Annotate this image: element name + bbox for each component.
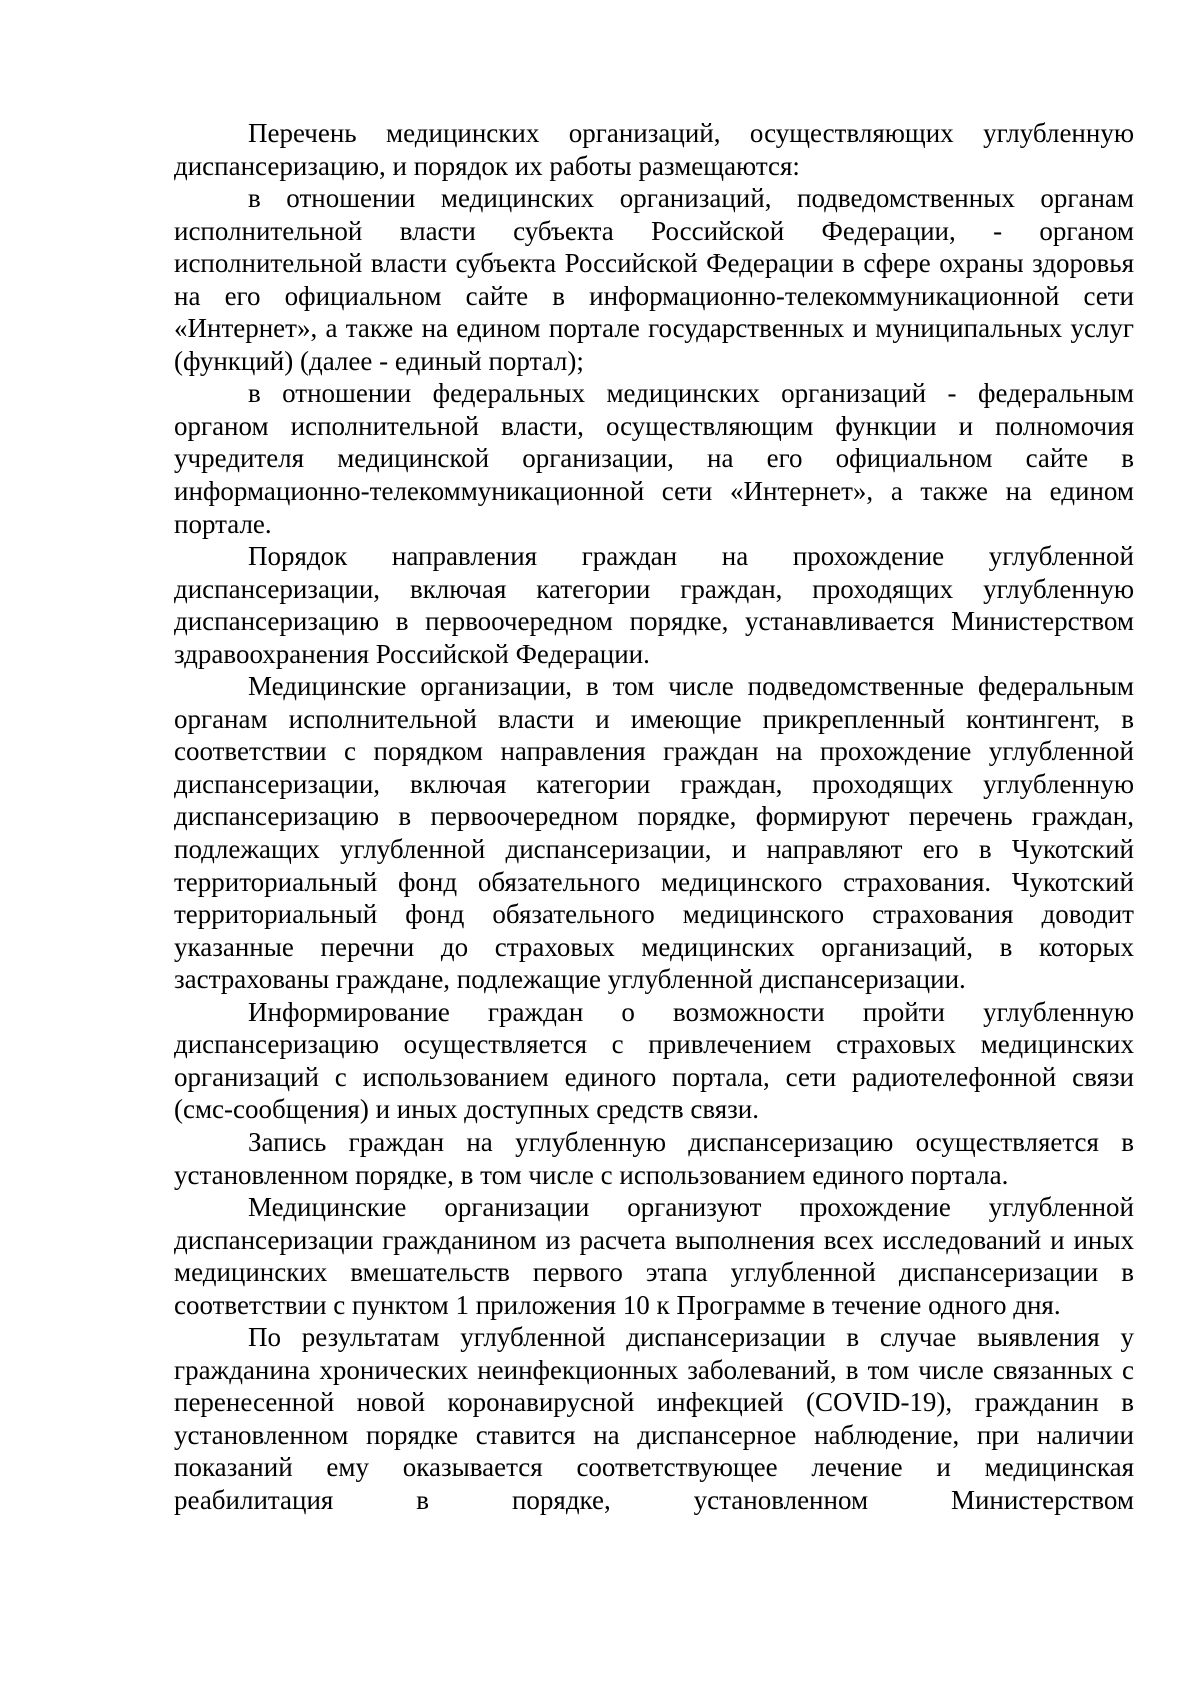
paragraph-citizen-lists: Медицинские организации, в том числе подведомственные федеральным органам исполнительной власти и имеющие прикрепленный контингент, в соответствии с порядком направления граждан на прохождение углубленной диспансеризации, включая категории граждан, проходящих углубленную диспансеризацию в первоочередном порядке, формируют перечень граждан, подлежащих углубленной диспансеризации, и направляют его в Чукотский территориальный фонд обязательного медицинского страхования. Чукотский территориальный фонд обязательного медицинского страхования доводит указанные перечни до страховых медицинских организаций, в которых застрахованы граждане, подлежащие углубленной диспансеризации.	[174, 671, 1134, 995]
document-body	[174, 117, 1134, 1517]
paragraph-informing-citizens: Информирование граждан о возможности пройти углубленную диспансеризацию осуществляется с привлечением страховых медицинских организаций с использованием единого портала, сети радиотелефонной связи (смс-сообщения) и иных доступных средств связи.	[174, 996, 1134, 1125]
paragraph-registration: Запись граждан на углубленную диспансеризацию осуществляется в установленном порядке, в том числе с использованием единого портала.	[174, 1126, 1134, 1190]
paragraph-federal-organizations: в отношении федеральных медицинских организаций - федеральным органом исполнительной власти, осуществляющим функции и полномочия учредителя медицинской организации, на его официальном сайте в информационно-телекоммуникационной сети «Интернет», а также на едином портале.	[174, 378, 1134, 539]
paragraph-one-day-examination: Медицинские организации организуют прохождение углубленной диспансеризации гражданином из расчета выполнения всех исследований и иных медицинских вмешательств первого этапа углубленной диспансеризации в соответствии с пунктом 1 приложения 10 к Программе в течение одного дня.	[174, 1192, 1134, 1320]
paragraph-dispensary-observation: По результатам углубленной диспансеризации в случае выявления у гражданина хронических неинфекционных заболеваний, в том числе связанных с перенесенной новой коронавирусной инфекцией (COVID-19), гражданин в установленном порядке ставится на диспансерное наблюдение, при наличии показаний ему оказывается соответствующее лечение и медицинская реабилитация в порядке, установленном Министерством	[174, 1322, 1134, 1515]
paragraph-organizations-list: Перечень медицинских организаций, осуществляющих углубленную диспансеризацию, и порядок их работы размещаются:	[174, 118, 1134, 181]
paragraph-referral-procedure: Порядок направления граждан на прохождение углубленной диспансеризации, включая категории граждан, проходящих углубленную диспансеризацию в первоочередном порядке, устанавливается Министерством здравоохранения Российской Федерации.	[174, 541, 1134, 669]
paragraph-regional-organizations: в отношении медицинских организаций, подведомственных органам исполнительной власти субъекта Российской Федерации, - органом исполнительной власти субъекта Российской Федерации в сфере охраны здоровья на его официальном сайте в информационно-телекоммуникационной сети «Интернет», а также на едином портале государственных и муниципальных услуг (функций) (далее - единый портал);	[174, 183, 1134, 376]
